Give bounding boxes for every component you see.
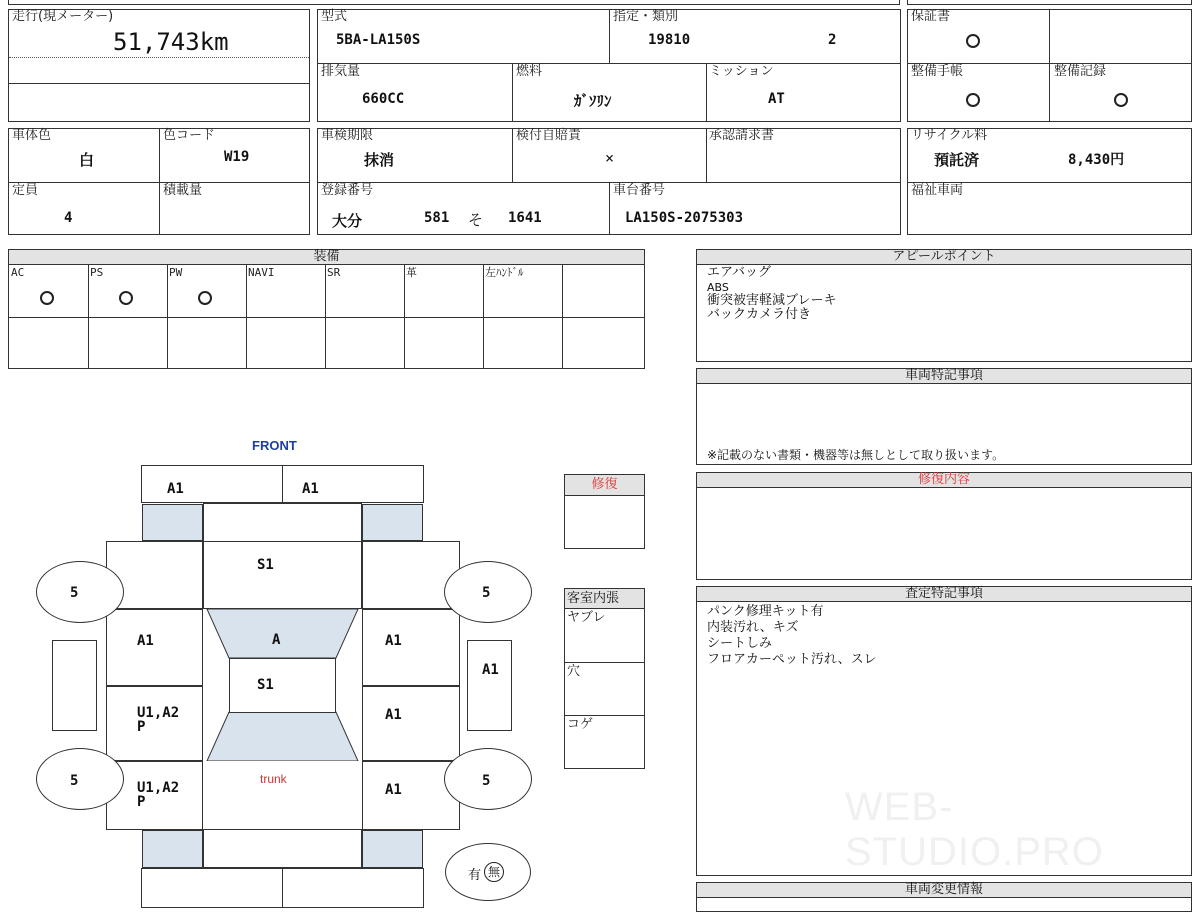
right-mirror [467,640,512,731]
spare-label: 有 [468,868,482,883]
assessment-panel [696,586,1192,876]
color-box [8,128,310,235]
tire-front-right-value: 5 [482,585,491,601]
mission-value: AT [768,91,785,107]
equipment-row-divider [9,317,644,318]
odometer-divider-2 [9,83,309,84]
rear-glass [207,712,358,761]
assessment-line-3: シートしみ [707,636,773,651]
interior-box [564,588,645,769]
displacement-label: 排気量 [321,64,361,79]
color-code-label: 色コード [163,128,216,143]
windshield-glass [207,609,358,658]
rear-bumper-divider [282,868,283,908]
front-gap [203,503,362,541]
color-divider-h [9,182,309,183]
designation-label: 指定・類別 [613,9,679,24]
interior-item-3: コゲ [567,717,594,732]
odometer-value: 51,743km [113,28,229,56]
warranty-mark [966,34,980,48]
chassis-label: 車台番号 [613,183,666,198]
left-fender [106,609,203,686]
equipment-item-mark [119,291,133,305]
left-rear-door-damage: U1,A2 P [137,705,180,735]
front-right-light [362,504,423,541]
capacity-label: 定員 [12,183,39,198]
inspection-value: 抹消 [364,151,395,169]
plate-num: 581 [424,210,450,226]
right-front-door-damage: A1 [385,707,402,723]
plate-kana: そ [468,211,484,229]
equipment-item-label: SR [327,266,341,279]
roof-panel [229,658,336,713]
appeal-panel [696,249,1192,362]
hood-damage: S1 [257,557,274,573]
windshield-damage: A [272,632,281,648]
color-code-value: W19 [224,149,250,165]
left-mirror [52,640,97,731]
repair-content-panel [696,472,1192,580]
vehicle-notes-title: 車両特記事項 [697,369,1191,384]
appeal-title: アピールポイント [697,250,1191,265]
rear-right-light [362,830,423,868]
insurance-label: 検付自賠責 [516,128,582,143]
equipment-col-divider [562,264,563,368]
spec-divider-v1 [609,10,610,63]
body-color-value: 白 [79,151,95,169]
reg-divider-v1 [512,129,513,182]
equipment-col-divider [404,264,405,368]
reg-divider-v3 [609,182,610,234]
hood-panel [203,541,362,609]
tire-rear-right-value: 5 [482,773,491,789]
assessment-title: 査定特記事項 [697,587,1191,602]
left-quarter-damage: U1,A2 P [137,780,180,810]
right-fender-damage: A1 [385,633,402,649]
model-label: 型式 [321,9,348,24]
plate-label: 登録番号 [321,183,374,198]
car-diagram [0,430,560,900]
tire-front-left [36,561,124,623]
equipment-col-divider [246,264,247,368]
equipment-table [8,249,645,369]
equipment-col-divider [483,264,484,368]
bumper-left-damage: A1 [167,481,184,497]
repair-box [564,474,645,549]
chassis-value: LA150S-2075303 [625,210,744,226]
equipment-col-divider [88,264,89,368]
tire-rear-left-value: 5 [70,773,79,789]
watermark: WEB-STUDIO.PRO [845,785,1104,874]
appeal-line-2: ABS [707,281,729,294]
trunk-label: trunk [260,772,287,786]
appeal-line-1: エアバッグ [707,265,771,280]
equipment-item-mark [198,291,212,305]
right-mirror-damage: A1 [482,662,499,678]
equipment-item-label: NAVI [248,266,275,279]
body-color-label: 車体色 [12,128,52,143]
spec-divider-h [318,63,900,64]
insurance-value: × [605,149,615,167]
assessment-line-1: パンク修理キット有 [707,604,824,619]
maint-book-mark [966,93,980,107]
designation-value-1: 19810 [648,32,691,48]
equipment-item-label: PW [169,266,183,279]
recycle-status: 預託済 [934,151,980,169]
odometer-box [8,9,310,122]
spare-none-label: 無 [484,862,504,882]
top-strip-left [8,0,900,5]
assessment-line-4: フロアカーペット汚れ、スレ [707,652,877,667]
appeal-line-4: バックカメラ付き [707,307,812,322]
inspection-label: 車検期限 [321,128,374,143]
spec-divider-v3 [706,63,707,121]
model-value: 5BA-LA150S [336,32,421,48]
odometer-divider [9,57,309,58]
recycle-label: リサイクル料 [911,128,988,143]
maint-book-label: 整備手帳 [911,64,964,79]
reg-divider-v2 [706,129,707,182]
vehicle-notes-text: ※記載のない書類・機器等は無しとして取り扱います。 [707,448,1005,462]
interior-title: 客室内張 [565,589,644,609]
left-fender-damage: A1 [137,633,154,649]
odometer-label: 走行(現メーター) [12,9,114,24]
vehicle-notes-panel [696,368,1192,465]
roof-damage: S1 [257,677,274,693]
recycle-amount: 8,430円 [1068,152,1125,168]
equipment-item-label: 左ﾊﾝﾄﾞﾙ [485,266,524,279]
equipment-item-label: PS [90,266,104,279]
interior-divider-1 [565,662,644,663]
front-label: FRONT [252,438,297,453]
maint-record-label: 整備記録 [1054,64,1107,79]
spec-box [317,9,901,122]
interior-item-1: ヤブレ [567,610,606,625]
vehicle-change-title: 車両変更情報 [697,883,1191,898]
equipment-col-divider [325,264,326,368]
equipment-item-label: AC [11,266,25,279]
vehicle-change-panel [696,882,1192,912]
approval-label: 承認請求書 [709,128,775,143]
tire-rear-left [36,748,124,810]
welfare-label: 福祉車両 [911,183,964,198]
mission-label: ミッション [709,64,774,79]
bumper-right-damage: A1 [302,481,319,497]
interior-divider-2 [565,715,644,716]
rear-gap [203,830,362,868]
capacity-value: 4 [64,210,73,226]
displacement-value: 660CC [362,91,405,107]
plate-serial: 1641 [508,210,542,226]
assessment-line-2: 内装汚れ、キズ [707,620,799,635]
repair-content-title: 修復内容 [697,473,1191,488]
appeal-line-3: 衝突被害軽減ブレーキ [707,293,837,308]
warranty-label: 保証書 [911,9,951,24]
fuel-value: ｶﾞｿﾘﾝ [574,92,612,110]
designation-value-2: 2 [828,32,837,48]
registration-box [317,128,901,235]
recycle-box [907,128,1192,235]
maint-record-mark [1114,93,1128,107]
warranty-box [907,9,1192,122]
fuel-label: 燃料 [516,64,543,79]
load-label: 積載量 [163,183,203,198]
repair-box-title: 修復 [565,475,644,496]
warranty-divider-v [1049,10,1050,121]
rear-left-light [142,830,203,868]
right-quarter-damage: A1 [385,782,402,798]
equipment-item-label: 革 [406,266,417,279]
equipment-col-divider [167,264,168,368]
plate-region: 大分 [332,212,363,230]
top-strip-right [907,0,1192,5]
equipment-item-mark [40,291,54,305]
tire-front-left-value: 5 [70,585,79,601]
front-bumper-divider [282,465,283,503]
right-fender [362,609,460,686]
interior-item-2: 穴 [567,664,581,679]
front-left-light [142,504,203,541]
equipment-title: 装備 [9,250,644,265]
right-front-door [362,686,460,761]
spec-divider-v2 [512,63,513,121]
